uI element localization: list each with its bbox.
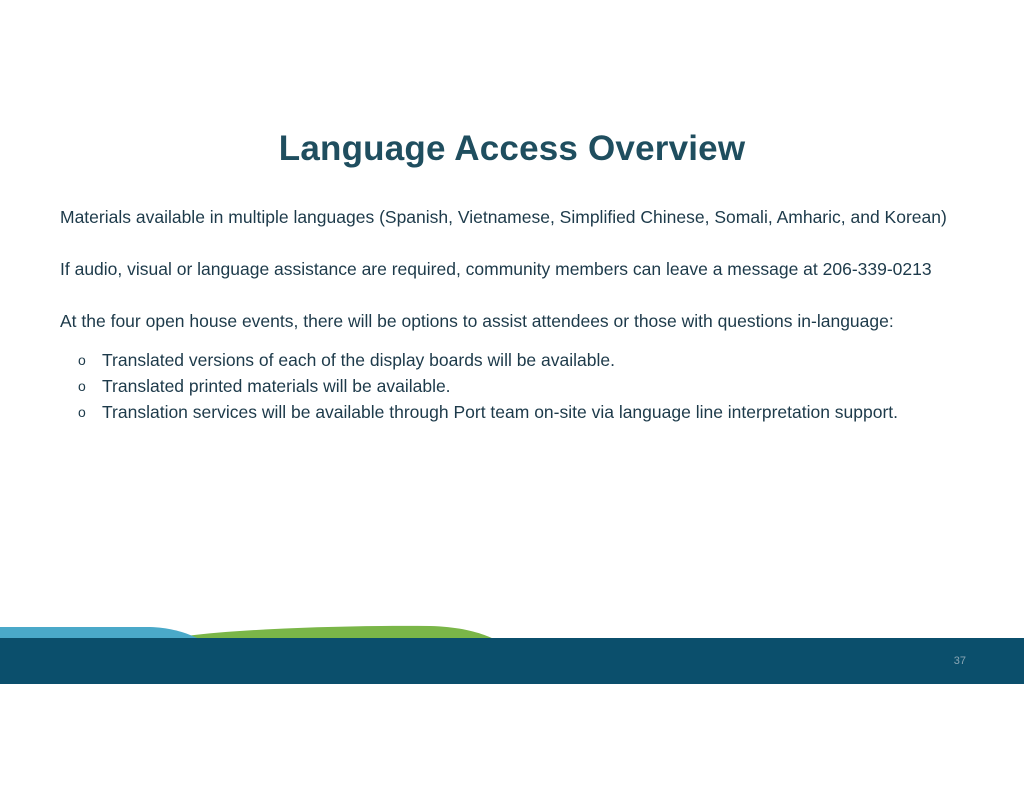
paragraph-open-house: At the four open house events, there will be options to assist attendees or those with questions in-language: bbox=[60, 311, 894, 331]
list-item bbox=[78, 347, 950, 373]
footer-band bbox=[0, 638, 1024, 684]
page-number: 37 bbox=[953, 655, 966, 667]
bullet-text: Translated versions of each of the display boards will be available. bbox=[102, 350, 615, 370]
paragraph-materials: Materials available in multiple languages (Spanish, Vietnamese, Simplified Chinese, Somali, Amharic, and Korean) bbox=[60, 207, 947, 227]
bullet-text: Translated printed materials will be available. bbox=[102, 376, 451, 396]
bullet-marker: o bbox=[78, 352, 86, 368]
list-item bbox=[78, 373, 950, 399]
list-item bbox=[78, 399, 950, 425]
bullet-list bbox=[60, 347, 950, 425]
slide-title: Language Access Overview bbox=[278, 129, 746, 168]
bullet-marker: o bbox=[78, 404, 86, 420]
paragraph-assistance: If audio, visual or language assistance are required, community members can leave a message at 206-339-0213 bbox=[60, 259, 932, 279]
bullet-marker: o bbox=[78, 378, 86, 394]
slide-body bbox=[60, 204, 950, 425]
bullet-text: Translation services will be available through Port team on-site via language line interpretation support. bbox=[102, 402, 899, 422]
